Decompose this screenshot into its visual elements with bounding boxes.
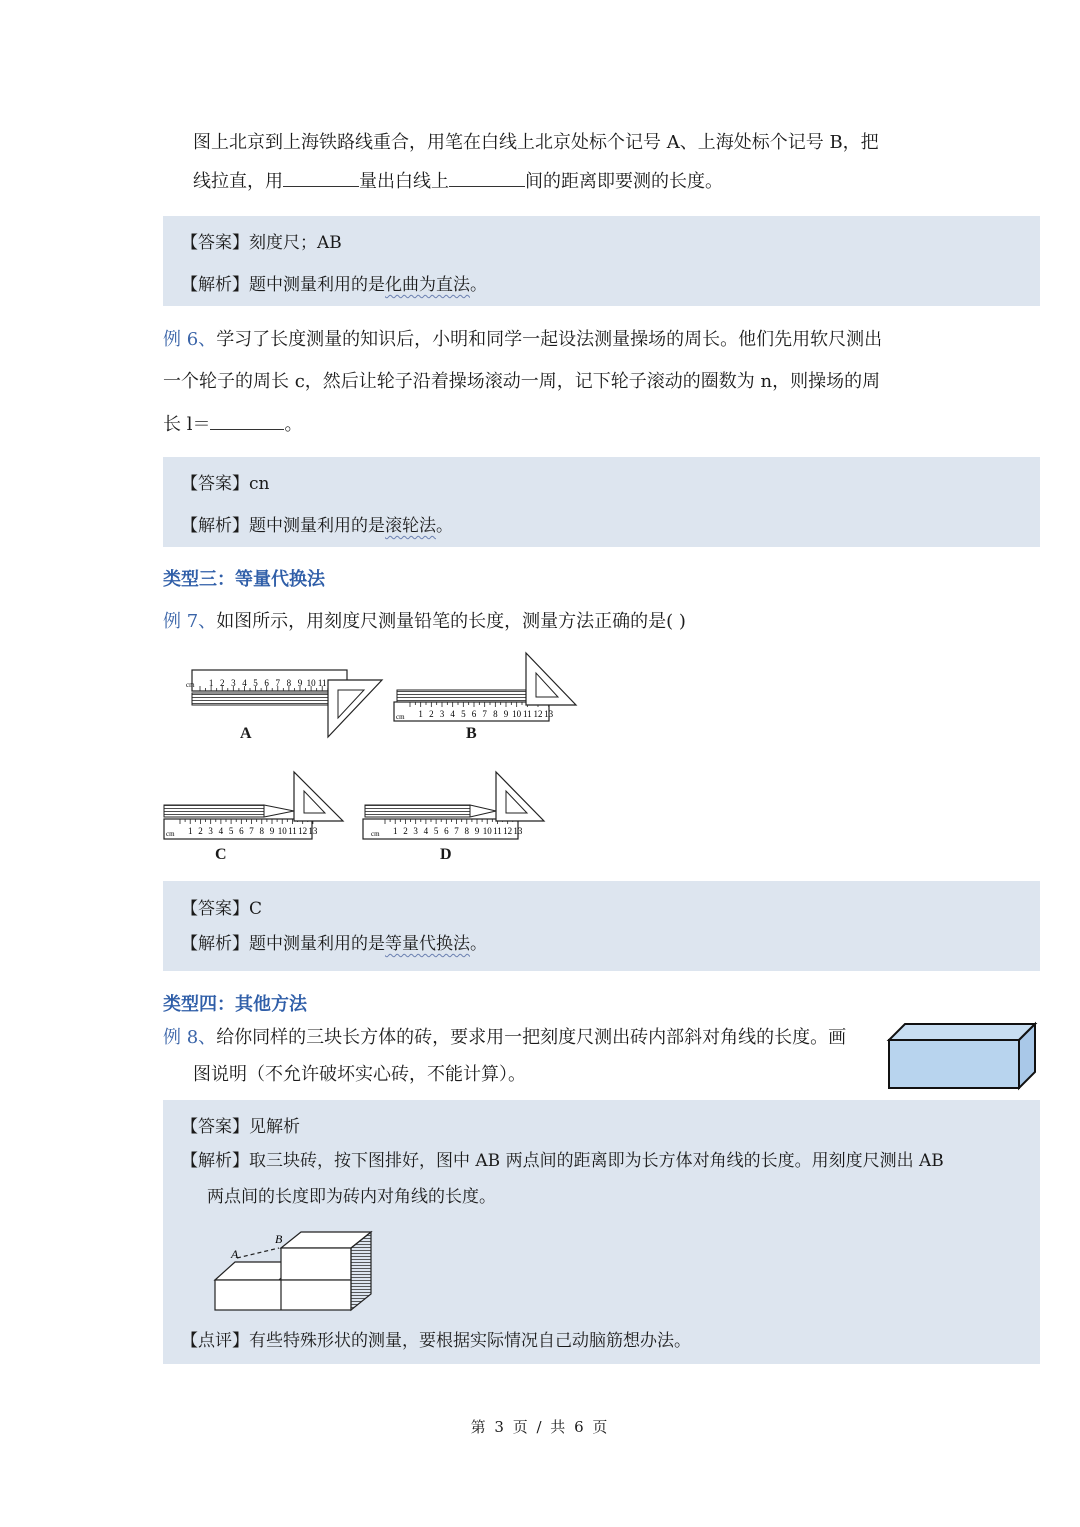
analysis-end: 。 [470, 934, 487, 954]
ruler-number: 10 [306, 678, 316, 688]
answer-tag: 【答案】 [181, 1117, 249, 1137]
answer-text: cn [249, 474, 270, 494]
ruler-number: 1 [208, 678, 214, 688]
analysis-text: 题中测量利用的是 [249, 275, 385, 295]
answer-text: 刻度尺；AB [249, 233, 342, 253]
ruler-number: 4 [423, 826, 429, 836]
ruler-number: 6 [444, 826, 449, 836]
ex7-line [163, 609, 686, 635]
comment-tag: 【点评】 [181, 1331, 249, 1351]
intro-text-c: 间的距离即要测的长度。 [525, 171, 723, 192]
ruler-number: 7 [454, 826, 459, 836]
ruler-number: 2 [198, 826, 203, 836]
section-heading-type3: 类型三：等量代换法 [163, 569, 325, 590]
option-b-diagram [394, 653, 576, 721]
ex8-label: 例 8、 [163, 1027, 217, 1048]
comment-text: 有些特殊形状的测量，要根据实际情况自己动脑筋想办法。 [249, 1331, 691, 1351]
ruler-number: 6 [239, 826, 244, 836]
analysis-end: 。 [436, 516, 453, 536]
page-footer: 第 3 页 / 共 6 页 [470, 1418, 610, 1436]
ruler-number: 11 [522, 709, 532, 719]
ruler-number: 7 [275, 678, 281, 688]
comment-line [181, 1329, 691, 1353]
ruler-unit-label: cm [186, 681, 195, 689]
ruler-number: 5 [228, 826, 234, 836]
ruler-number: 3 [413, 826, 418, 836]
analysis-tag: 【解析】 [181, 275, 249, 295]
ruler-number: 1 [392, 826, 398, 836]
ruler-number: 3 [439, 709, 445, 719]
section-heading-type4: 类型四：其他方法 [163, 994, 307, 1015]
answer-line [181, 897, 262, 921]
answer-box-1 [163, 216, 1040, 306]
analysis-method: 滚轮法 [385, 516, 436, 536]
ex8-line-2: 图说明（不允许破坏实心砖，不能计算）。 [193, 1064, 526, 1085]
ruler-number: 5 [433, 826, 439, 836]
analysis-text: 题中测量利用的是 [249, 934, 385, 954]
ruler-number: 3 [231, 678, 236, 688]
analysis-method: 化曲为直法 [385, 275, 470, 295]
option-c-diagram [164, 772, 343, 839]
ruler-number: 8 [286, 678, 292, 688]
ruler-number: 4 [450, 709, 455, 719]
ruler-number: 2 [429, 709, 434, 719]
ruler-number: 5 [253, 678, 258, 688]
ruler-unit-label: cm [166, 830, 175, 838]
intro-text-a: 线拉直，用 [193, 171, 283, 192]
ex6-line-1 [163, 327, 882, 353]
ex6-text-3a: 长 l＝ [163, 414, 211, 435]
analysis-end: 。 [470, 275, 487, 295]
answer-line [181, 1115, 300, 1139]
ruler-number: 13 [544, 709, 554, 719]
point-b-label: B [275, 1232, 283, 1246]
ruler-number: 11 [288, 826, 297, 836]
ex6-line-3 [163, 411, 302, 438]
ruler-number: 8 [259, 826, 265, 836]
analysis-line [181, 514, 453, 538]
ruler-number: 2 [219, 678, 225, 688]
analysis-line-1 [181, 1149, 944, 1173]
option-d-label: D [440, 846, 452, 863]
brick-illustration [885, 1020, 1040, 1094]
ruler-number: 1 [418, 709, 423, 719]
blank-segment [449, 168, 525, 187]
ex6-line-2: 一个轮子的周长 c，然后让轮子沿着操场滚动一周，记下轮子滚动的圈数为 n，则操场的周 [163, 371, 881, 392]
answer-tag: 【答案】 [181, 233, 249, 253]
analysis-tag: 【解析】 [181, 934, 249, 954]
option-a-diagram [186, 670, 382, 737]
ruler-unit-label: cm [371, 830, 380, 838]
ruler-number: 10 [512, 709, 522, 719]
ruler-number: 5 [461, 709, 466, 719]
ruler-number: 2 [403, 826, 408, 836]
ruler-number: 10 [277, 826, 287, 836]
analysis-tag: 【解析】 [181, 1151, 249, 1171]
ruler-number: 6 [264, 678, 269, 688]
brick-arrangement-diagram [211, 1228, 386, 1314]
intro-text-b: 量出白线上 [359, 171, 449, 192]
blank-tool [283, 168, 359, 187]
option-c-label: C [215, 846, 227, 863]
analysis-line [181, 932, 487, 956]
ex6-text-1: 学习了长度测量的知识后，小明和同学一起设法测量操场的周长。他们先用软尺测出 [216, 329, 883, 350]
option-d-diagram [363, 772, 544, 839]
ex6-text-3b: 。 [284, 414, 303, 435]
ruler-number: 7 [482, 709, 487, 719]
point-a-label: A [231, 1247, 239, 1261]
ex8-line-1 [163, 1025, 846, 1051]
answer-box-2 [163, 457, 1040, 547]
ruler-number: 10 [482, 826, 492, 836]
ruler-number: 1 [187, 826, 193, 836]
ruler-number: 4 [242, 678, 247, 688]
option-b-label: B [466, 725, 477, 742]
answer-box-4 [163, 1100, 1040, 1364]
ruler-number: 9 [503, 709, 509, 719]
ruler-number: 8 [464, 826, 470, 836]
ruler-number: 8 [493, 709, 498, 719]
intro-line-1: 图上北京到上海铁路线重合，用笔在白线上北京处标个记号 A、上海处标个记号 B，把 [193, 132, 879, 153]
ruler-number: 13 [308, 826, 318, 836]
analysis-line-2: 两点间的长度即为砖内对角线的长度。 [207, 1187, 496, 1207]
ruler-number: 7 [249, 826, 254, 836]
ruler-number: 11 [493, 826, 502, 836]
answer-text: 见解析 [249, 1117, 300, 1137]
answer-tag: 【答案】 [181, 899, 249, 919]
ex7-text: 如图所示，用刻度尺测量铅笔的长度，测量方法正确的是( ) [216, 611, 686, 632]
analysis-line [181, 273, 487, 297]
blank-perimeter [210, 411, 284, 430]
ruler-unit-label: cm [396, 713, 405, 721]
ruler-number: 12 [533, 709, 543, 719]
analysis-text: 题中测量利用的是 [249, 516, 385, 536]
analysis-text-1: 取三块砖，按下图排好，图中 AB 两点间的距离即为长方体对角线的长度。用刻度尺测出 AB [249, 1151, 944, 1171]
ex8-text-1: 给你同样的三块长方体的砖，要求用一把刻度尺测出砖内部斜对角线的长度。画 [216, 1027, 847, 1048]
ruler-number: 9 [297, 678, 303, 688]
ruler-number: 6 [471, 709, 477, 719]
answer-text: C [249, 899, 263, 919]
option-a-label: A [240, 725, 252, 742]
ruler-number: 13 [513, 826, 523, 836]
ruler-number: 11 [317, 678, 327, 688]
analysis-method: 等量代换法 [385, 934, 470, 954]
answer-tag: 【答案】 [181, 474, 249, 494]
ruler-number: 9 [269, 826, 275, 836]
ruler-number: 12 [298, 826, 308, 836]
ruler-number: 4 [218, 826, 224, 836]
answer-box-3 [163, 881, 1040, 971]
answer-line [181, 472, 269, 496]
answer-line [181, 231, 342, 255]
ex7-label: 例 7、 [163, 611, 217, 632]
ruler-figure [160, 645, 600, 870]
ruler-number: 3 [208, 826, 213, 836]
ruler-number: 9 [474, 826, 480, 836]
intro-line-2 [193, 168, 723, 195]
ruler-number: 12 [503, 826, 513, 836]
analysis-tag: 【解析】 [181, 516, 249, 536]
ex6-label: 例 6、 [163, 329, 217, 350]
